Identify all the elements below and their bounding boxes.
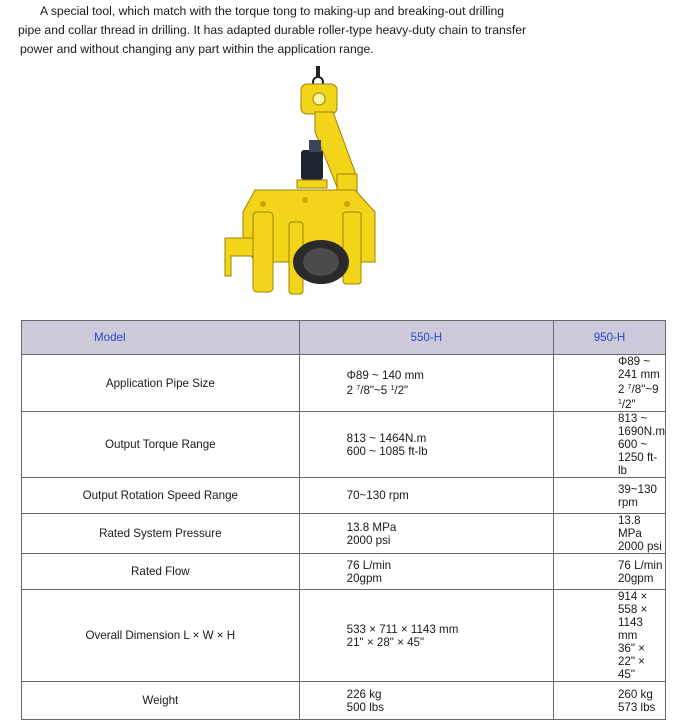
row-label: Overall Dimension L × W × H xyxy=(22,590,300,682)
value-950h xyxy=(553,355,665,412)
value-line: 600 ~ 1085 ft-lb xyxy=(346,444,428,458)
value-line: Φ89 ~ 241 mm xyxy=(617,355,660,381)
value-950h xyxy=(553,554,665,590)
value-line: 813 ~ 1464N.m xyxy=(346,431,427,445)
value-line: 2 $^7$/8"~9 $^1$/2" xyxy=(617,383,659,411)
value-550h xyxy=(299,412,553,478)
value-line: 2000 psi xyxy=(617,540,662,553)
table-row xyxy=(22,682,666,720)
value-550h xyxy=(299,682,553,720)
value-line: 76 L/min xyxy=(617,558,663,572)
value-950h xyxy=(553,412,665,478)
value-550h xyxy=(299,355,553,412)
value-line: 20gpm xyxy=(617,571,654,585)
value-line: 39~130 rpm xyxy=(617,482,657,509)
row-label: Output Torque Range xyxy=(22,412,300,478)
value-line: 260 kg xyxy=(617,687,653,701)
value-line: 600 ~ 1250 ft-lb xyxy=(617,438,658,477)
value-550h xyxy=(299,554,553,590)
table-header-row xyxy=(22,321,666,355)
value-line: 2 $^7$/8"~5 $^1$/2" xyxy=(346,384,409,397)
header-model: Model xyxy=(22,321,300,355)
value-line: 914 × 558 × 1143 mm xyxy=(617,590,648,642)
table-row xyxy=(22,514,666,554)
intro-line-2: pipe and collar thread in drilling. It has adapted durable roller-type heavy-duty chain to transfer xyxy=(18,23,527,37)
value-550h xyxy=(299,478,553,514)
intro-paragraph xyxy=(18,2,538,59)
value-950h xyxy=(553,478,665,514)
value-550h xyxy=(299,514,553,554)
value-line: 21" × 28" × 45" xyxy=(346,635,425,649)
value-line: 36" × 22" × 45" xyxy=(617,642,645,681)
header-950h: 950-H xyxy=(553,321,665,355)
table-row xyxy=(22,355,666,412)
value-950h xyxy=(553,682,665,720)
value-line: 70~130 rpm xyxy=(346,489,409,502)
value-550h xyxy=(299,590,553,682)
row-label: Output Rotation Speed Range xyxy=(22,478,300,514)
table-row xyxy=(22,554,666,590)
row-label: Application Pipe Size xyxy=(22,355,300,412)
value-line: 76 L/min xyxy=(346,558,392,572)
table-row xyxy=(22,478,666,514)
header-550h: 550-H xyxy=(299,321,553,355)
value-line: 2000 psi xyxy=(346,533,391,547)
value-line: 20gpm xyxy=(346,571,383,585)
value-line: 813 ~ 1690N.m xyxy=(617,412,665,438)
value-950h xyxy=(553,590,665,682)
value-line: 13.8 MPa xyxy=(346,520,397,534)
intro-line-3: power and without changing any part within the application range. xyxy=(20,42,374,56)
value-line: 573 lbs xyxy=(617,700,656,714)
value-line: 13.8 MPa xyxy=(617,514,642,540)
value-line: 500 lbs xyxy=(346,700,385,714)
intro-line-1: A special tool, which match with the torque tong to making-up and breaking-out drilling xyxy=(40,4,505,18)
row-label: Rated System Pressure xyxy=(22,514,300,554)
row-label: Rated Flow xyxy=(22,554,300,590)
spinning-wrench-photo xyxy=(215,62,395,310)
value-950h xyxy=(553,514,665,554)
table-row xyxy=(22,590,666,682)
value-line: 533 × 711 × 1143 mm xyxy=(346,622,459,636)
table-row xyxy=(22,412,666,478)
value-line: Φ89 ~ 140 mm xyxy=(346,369,424,382)
row-label: Weight xyxy=(22,682,300,720)
specification-table xyxy=(21,320,666,720)
value-line: 226 kg xyxy=(346,687,382,701)
